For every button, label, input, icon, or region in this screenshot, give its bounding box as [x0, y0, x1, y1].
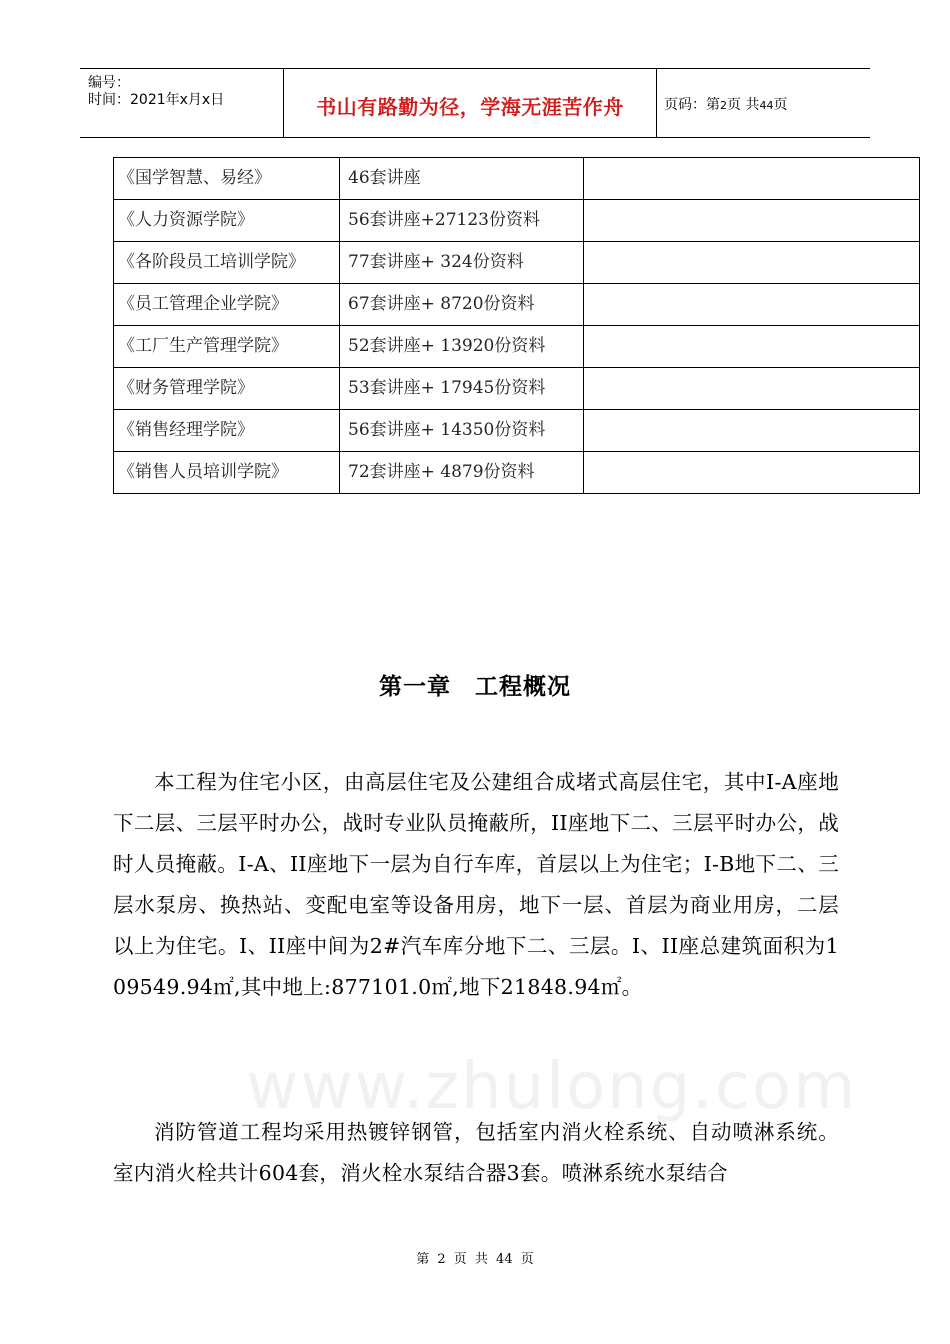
table-row — [114, 452, 920, 494]
header-meta-cell — [80, 69, 283, 137]
page-current: 2 — [720, 99, 727, 112]
table-cell-name: 《各阶段员工培训学院》 — [114, 242, 340, 284]
watermark: www.zhulong.com — [246, 1050, 858, 1124]
table-cell-note — [584, 410, 920, 452]
body-paragraph: 消防管道工程均采用热镀锌钢管，包括室内消火栓系统、自动喷淋系统。室内消火栓共计604套，消火栓水泵结合器3套。喷淋系统水泵结合 — [113, 1120, 839, 1185]
table-row — [114, 410, 920, 452]
table-cell-content: 77套讲座+ 324份资料 — [340, 242, 584, 284]
table-cell-content: 72套讲座+ 4879份资料 — [340, 452, 584, 494]
table-row — [114, 200, 920, 242]
lecture-table — [113, 157, 920, 494]
table-cell-note — [584, 200, 920, 242]
table-cell-content: 56套讲座+27123份资料 — [340, 200, 584, 242]
table-cell-note — [584, 368, 920, 410]
header-page-indicator — [664, 94, 787, 114]
table-cell-note — [584, 452, 920, 494]
page-end: 页 — [773, 97, 788, 113]
header-motto-cell — [283, 69, 657, 137]
table-cell-note — [584, 158, 920, 200]
page-footer: 第 2 页 共 44 页 — [416, 1252, 534, 1267]
body-paragraph: 本工程为住宅小区，由高层住宅及公建组合成堵式高层住宅，其中I-A座地下二层、三层平时办公，战时专业队员掩蔽所，II座地下二、三层平时办公，战时人员掩蔽。I-A、II座地下一层为自行车库，首层以上为住宅；I-B地下二、三层水泵房、换热站、变配电室等设备用房，地下一层、首层为商业用房，二层以上为住宅。I、II座中间为2#汽车库分地下二、三层。I、II座总建筑面积为109549.94㎡,其中地上:877101.0㎡,地下21848.94㎡。 — [113, 770, 839, 999]
table-row — [114, 326, 920, 368]
table-cell-content: 52套讲座+ 13920份资料 — [340, 326, 584, 368]
header-motto: 书山有路勤为径，学海无涯苦作舟 — [316, 95, 624, 119]
table-cell-name: 《工厂生产管理学院》 — [114, 326, 340, 368]
table-cell-note — [584, 284, 920, 326]
table-cell-content: 67套讲座+ 8720份资料 — [340, 284, 584, 326]
doc-number-label: 编号： — [88, 75, 130, 91]
table-cell-name: 《财务管理学院》 — [114, 368, 340, 410]
doc-time-label: 时间：2021年x月x日 — [88, 92, 225, 108]
table-row — [114, 242, 920, 284]
table-cell-name: 《国学智慧、易经》 — [114, 158, 340, 200]
table-row — [114, 158, 920, 200]
header-page-cell — [656, 69, 870, 137]
table-cell-note — [584, 242, 920, 284]
table-row — [114, 284, 920, 326]
table-cell-name: 《人力资源学院》 — [114, 200, 340, 242]
page-header — [80, 68, 870, 138]
chapter-title: 第一章 工程概况 — [379, 673, 571, 700]
table-cell-name: 《销售人员培训学院》 — [114, 452, 340, 494]
table-cell-content: 53套讲座+ 17945份资料 — [340, 368, 584, 410]
table-cell-content: 56套讲座+ 14350份资料 — [340, 410, 584, 452]
page-mid: 页 共 — [727, 97, 760, 113]
table-row — [114, 368, 920, 410]
table-cell-note — [584, 326, 920, 368]
page-label: 页码：第 — [664, 97, 720, 113]
table-cell-name: 《销售经理学院》 — [114, 410, 340, 452]
table-cell-name: 《员工管理企业学院》 — [114, 284, 340, 326]
table-cell-content: 46套讲座 — [340, 158, 584, 200]
page-total: 44 — [759, 99, 774, 112]
